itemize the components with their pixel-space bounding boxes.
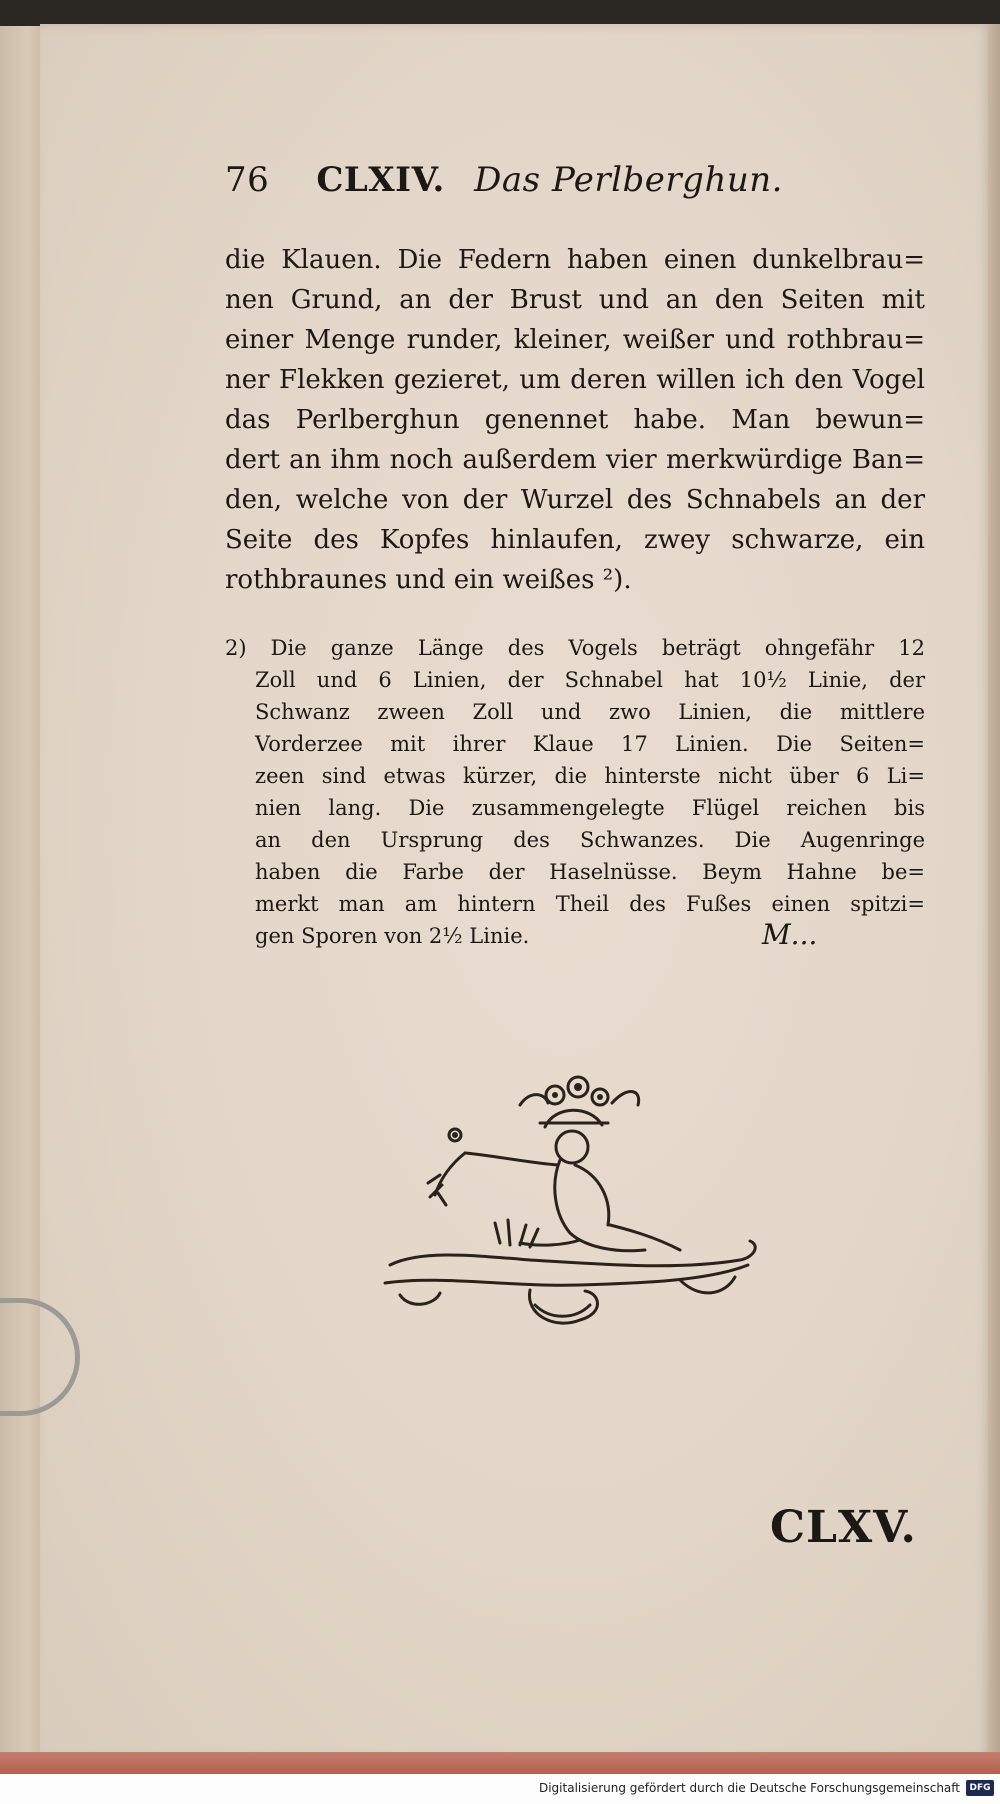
footnote-line: 2) Die ganze Länge des Vogels beträgt ohngefähr 12 [225,636,925,660]
running-header [225,160,825,200]
footnote-line: zeen sind etwas kürzer, die hinterste nicht über 6 Li= [255,764,925,788]
body-line: das Perlberghun genennet habe. Man bewun= [225,405,925,435]
body-line: einer Menge runder, kleiner, weißer und rothbrau= [225,325,925,355]
chapter-number: CLXIV. [316,160,445,200]
footnote [225,632,925,952]
body-line: dert an ihm noch außerdem vier merkwürdige Ban= [225,445,925,475]
body-line: die Klauen. Die Federn haben einen dunkelbrau= [225,245,925,275]
footnote-line: Vorderzee mit ihrer Klaue 17 Linien. Die Seiten= [255,732,925,756]
footnote-line: nien lang. Die zusammengelegte Flügel reichen bis [255,796,925,820]
body-line: den, welche von der Wurzel des Schnabels an der [225,485,925,515]
body-line: Seite des Kopfes hinlaufen, zwey schwarze, ein [225,525,925,555]
body-paragraph [225,240,925,600]
book-page-stack-left [0,26,45,1774]
body-line: ner Flekken gezieret, um deren willen ich den Vogel [225,365,925,395]
book-page-right-edge [988,24,1000,1764]
footnote-line: gen Sporen von 2½ Linie. [255,924,530,948]
dfg-logo-icon: DFG [966,1780,994,1796]
footnote-line: an den Ursprung des Schwanzes. Die Augenringe [255,828,925,852]
footnote-line: Schwanz zween Zoll und zwo Linien, die mittlere [255,700,925,724]
footnote-line: Zoll und 6 Linien, der Schnabel hat 10½ Linie, der [255,668,925,692]
book-page-bottom-edge [0,1752,1000,1774]
chapter-title: Das Perlberghun. [474,160,783,200]
cherub-vignette-ornament [380,1065,765,1365]
footnote-line: haben die Farbe der Haselnüsse. Beym Hahne be= [255,860,925,884]
page-number: 76 [225,160,270,200]
footnote-line: merkt man am hintern Theil des Fußes einen spitzi= [255,892,925,916]
footer-credit: Digitalisierung gefördert durch die Deutsche Forschungsgemeinschaft [538,1781,960,1795]
body-line: nen Grund, an der Brust und an den Seiten mit [225,285,925,315]
body-line: rothbraunes und ein weißes ²). [225,565,632,595]
catchword: M... [762,918,818,951]
next-chapter-catchword: CLXV. [770,1502,917,1553]
digitization-footer [0,1774,1000,1804]
